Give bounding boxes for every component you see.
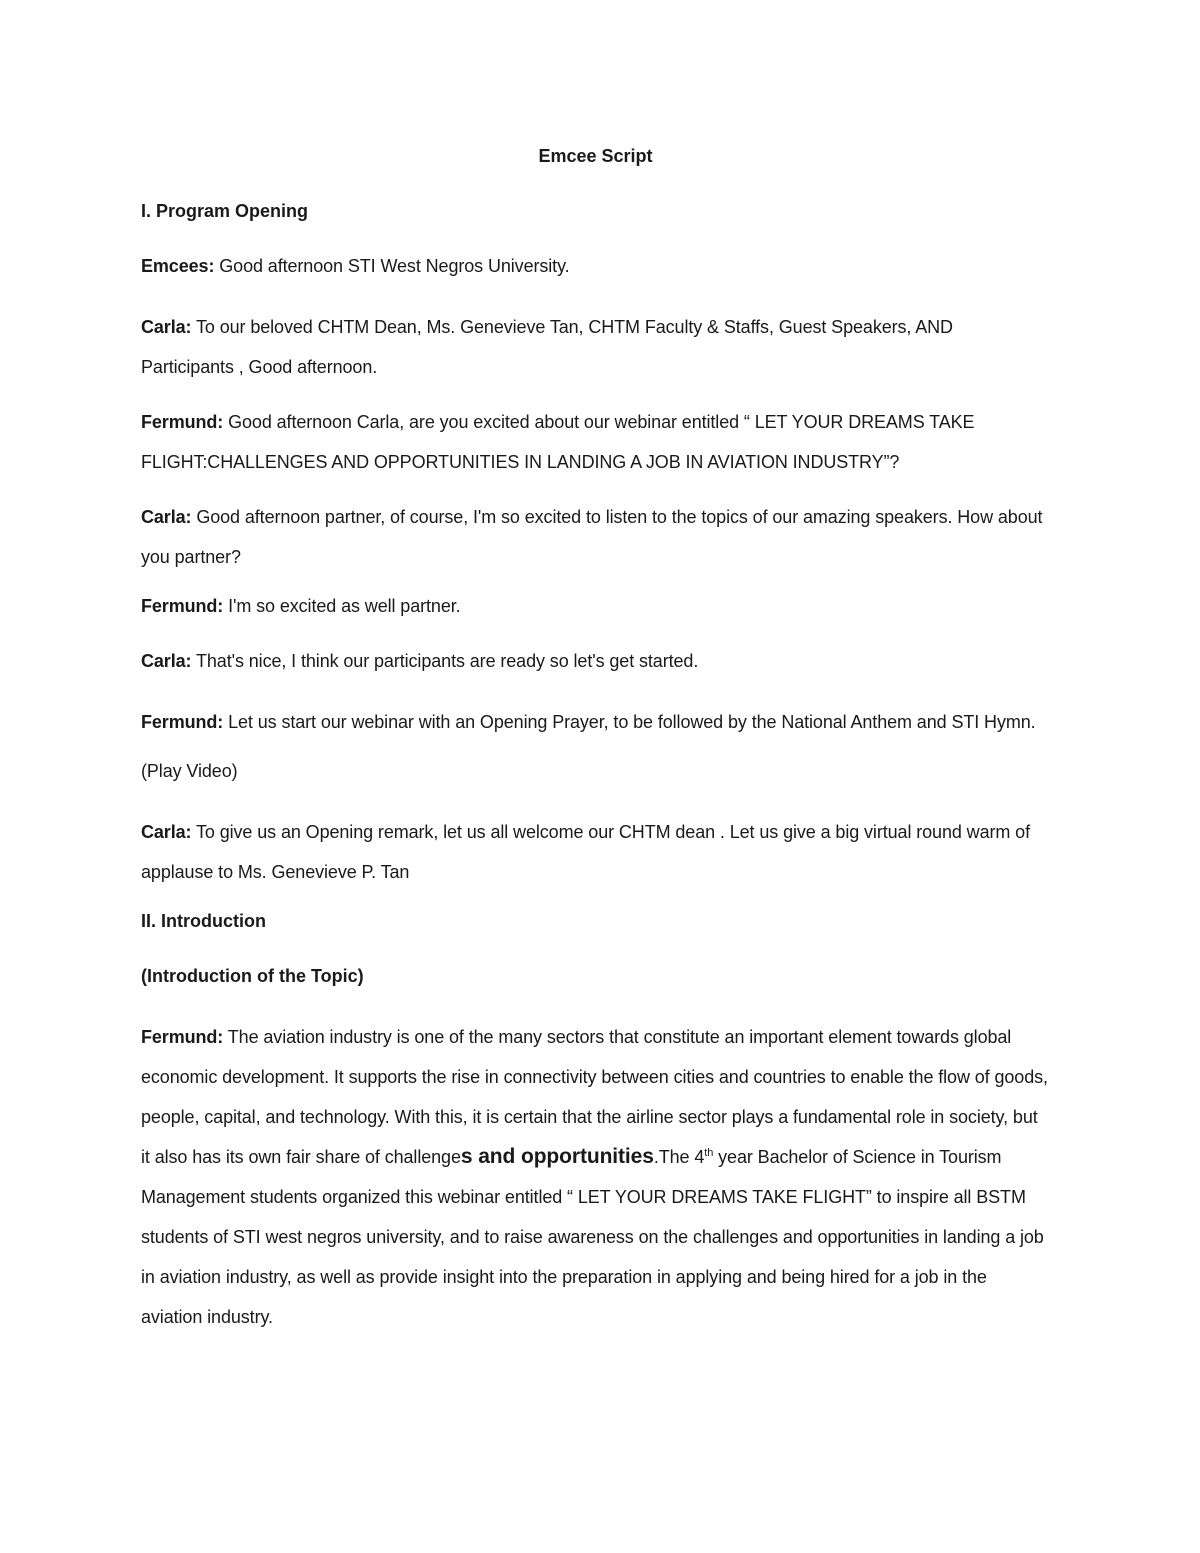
intro-paragraph bbox=[141, 1017, 1050, 1337]
speaker-label: Emcees: bbox=[141, 256, 215, 276]
speaker-label: Fermund: bbox=[141, 596, 224, 616]
line-text: Let us start our webinar with an Opening Prayer, to be followed by the National Anthem and STI Hymn. bbox=[223, 712, 1036, 732]
speaker-label: Carla: bbox=[141, 317, 192, 337]
script-line bbox=[141, 592, 1050, 620]
document-title: Emcee Script bbox=[538, 146, 653, 166]
section-heading-introduction: II. Introduction bbox=[141, 911, 266, 931]
script-line bbox=[141, 497, 1050, 577]
line-text: (Play Video) bbox=[141, 761, 238, 781]
speaker-label: Fermund: bbox=[141, 1027, 224, 1047]
script-line bbox=[141, 252, 1050, 280]
stage-direction bbox=[141, 757, 1050, 785]
section-heading-program-opening: I. Program Opening bbox=[141, 201, 309, 221]
speaker-label: Fermund: bbox=[141, 712, 224, 732]
line-text: Good afternoon STI West Negros University. bbox=[214, 256, 570, 276]
intro-text-part2: .The 4 bbox=[653, 1147, 705, 1167]
line-text: That's nice, I think our participants are ready so let's get started. bbox=[191, 651, 699, 671]
speaker-label: Carla: bbox=[141, 507, 192, 527]
script-line bbox=[141, 702, 1050, 742]
intro-emphasis: s and opportunities bbox=[460, 1145, 654, 1168]
subheading-topic-introduction: (Introduction of the Topic) bbox=[141, 966, 364, 986]
script-line bbox=[141, 402, 1050, 482]
line-text: I'm so excited as well partner. bbox=[223, 596, 461, 616]
line-text: Good afternoon partner, of course, I'm so excited to listen to the topics of our amazing speakers. How about you partner? bbox=[141, 507, 1043, 567]
script-line bbox=[141, 647, 1050, 675]
intro-text-part1: The aviation industry is one of the many sectors that constitute an important element towards global economic development. It supports the rise in connectivity between cities and countries to enable the flow of goods, people, capital, and technology. With this, it is certain that the airline sector plays a fundamental role in society, but it also has its own fair share of challenge bbox=[141, 1027, 1048, 1167]
line-text: To our beloved CHTM Dean, Ms. Genevieve Tan, CHTM Faculty & Staffs, Guest Speakers, AND Participants , Good afternoon. bbox=[141, 317, 953, 377]
speaker-label: Carla: bbox=[141, 651, 192, 671]
intro-text-part3: year Bachelor of Science in Tourism Management students organized this webinar entitled “ LET YOUR DREAMS TAKE FLIGHT” to inspire all BSTM students of STI west negros university, and to raise awareness on the challenges and opportunities in landing a job in aviation industry, as well as provide insight into the preparation in applying and being hired for a job in the aviation industry. bbox=[141, 1147, 1044, 1327]
line-text: Good afternoon Carla, are you excited about our webinar entitled “ LET YOUR DREAMS TAKE FLIGHT:CHALLENGES AND OPPORTUNITIES IN LANDING A JOB IN AVIATION INDUSTRY”? bbox=[141, 412, 975, 472]
speaker-label: Carla: bbox=[141, 822, 192, 842]
line-text: To give us an Opening remark, let us all welcome our CHTM dean . Let us give a big virtual round warm of applause to Ms. Genevieve P. Tan bbox=[141, 822, 1030, 882]
speaker-label: Fermund: bbox=[141, 412, 224, 432]
script-line bbox=[141, 812, 1050, 892]
script-line bbox=[141, 307, 1050, 387]
ordinal-suffix: th bbox=[704, 1147, 714, 1159]
